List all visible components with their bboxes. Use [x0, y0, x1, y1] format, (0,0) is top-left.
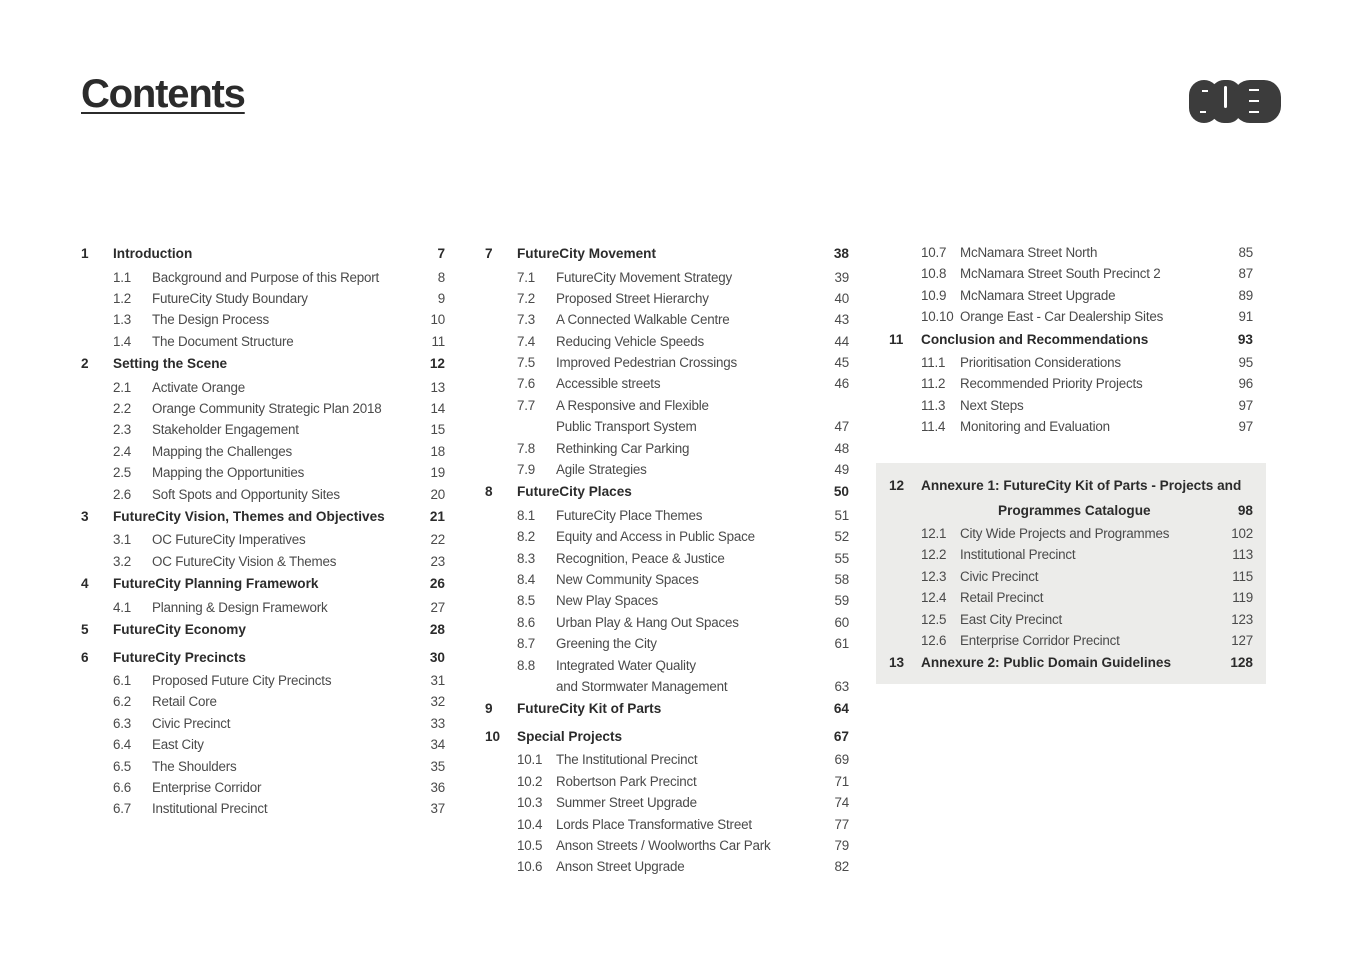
toc-entry-number: 5 [81, 622, 89, 638]
toc-entry-number: 6 [81, 649, 89, 665]
toc-entry-number: 6.4 [113, 737, 132, 753]
toc-subsection-entry[interactable] [81, 798, 445, 819]
toc-entry-page: 67 [833, 728, 849, 744]
toc-entry-title: Conclusion and Recommendations [921, 331, 1149, 347]
toc-entry-title: Robertson Park Precinct [556, 773, 697, 789]
toc-subsection-entry[interactable] [889, 306, 1253, 327]
toc-entry-number: 10.9 [921, 287, 947, 303]
toc-entry-number: 3.1 [113, 532, 132, 548]
toc-entry-page: 23 [430, 553, 445, 569]
toc-entry-number: 7.1 [517, 269, 536, 285]
toc-entry-number: 6.6 [113, 780, 132, 796]
toc-entry-title: Agile Strategies [556, 462, 647, 478]
toc-section-entry[interactable] [485, 242, 849, 267]
toc-entry-title: East City [152, 737, 204, 753]
toc-entry-page: 61 [834, 636, 849, 652]
toc-entry-title: The Institutional Precinct [556, 752, 698, 768]
toc-entry-number: 8.5 [517, 593, 536, 609]
toc-entry-page: 58 [834, 572, 849, 588]
toc-entry-title: Activate Orange [152, 379, 246, 395]
toc-entry-number: 10.4 [517, 816, 543, 832]
toc-entry-page: 51 [834, 507, 849, 523]
toc-entry-title: Lords Place Transformative Street [556, 816, 752, 832]
toc-subsection-entry[interactable] [485, 835, 849, 856]
toc-section-entry[interactable] [81, 572, 445, 597]
toc-subsection-entry[interactable] [81, 597, 445, 618]
toc-entry-number: 8 [485, 484, 493, 500]
toc-entry-number: 8.1 [517, 507, 536, 523]
toc-subsection-entry[interactable] [485, 309, 849, 330]
toc-entry-title: Institutional Precinct [152, 801, 268, 817]
toc-entry-title: Retail Precinct [960, 590, 1044, 606]
toc-entry-title: Background and Purpose of this Report [152, 269, 380, 285]
toc-subsection-entry[interactable] [485, 590, 849, 611]
toc-subsection-entry[interactable] [81, 309, 445, 330]
toc-subsection-entry[interactable] [889, 263, 1253, 284]
toc-entry-page: 36 [430, 780, 445, 796]
toc-entry-number: 1.2 [113, 290, 132, 306]
toc-entry-page: 20 [430, 486, 445, 502]
toc-entry-title: A Responsive and Flexible [556, 397, 709, 413]
toc-subsection-entry[interactable] [81, 529, 445, 550]
toc-subsection-entry[interactable] [485, 459, 849, 480]
toc-entry-number: 6.3 [113, 715, 132, 731]
toc-entry-page: 64 [833, 701, 849, 717]
toc-subsection-entry[interactable] [81, 462, 445, 483]
toc-entry-number: 6.1 [113, 673, 132, 689]
toc-entry-title: Anson Street Upgrade [556, 859, 685, 875]
toc-entry-page: 10 [430, 312, 445, 328]
toc-section-entry[interactable] [81, 646, 445, 671]
toc-subsection-entry[interactable] [485, 438, 849, 459]
toc-entry-page: 113 [1232, 547, 1253, 563]
toc-subsection-entry[interactable] [485, 331, 849, 352]
toc-entry-page: 85 [1238, 245, 1253, 260]
toc-section-entry[interactable] [889, 474, 1253, 499]
toc-entry-page: 63 [834, 679, 849, 695]
toc-entry-number: 7.6 [517, 376, 536, 392]
toc-entry-number: 8.3 [517, 550, 536, 566]
toc-entry-title: FutureCity Precincts [113, 649, 246, 665]
toc-entry-number: 13 [889, 655, 905, 671]
toc-entry-title: Soft Spots and Opportunity Sites [152, 486, 340, 502]
toc-entry-title: Next Steps [960, 397, 1024, 413]
toc-entry-page: 55 [834, 550, 849, 566]
toc-entry-page: 95 [1238, 355, 1253, 371]
toc-entry-number: 4 [81, 576, 89, 592]
toc-entry-number: 10 [485, 728, 501, 744]
toc-entry-number: 8.6 [517, 614, 536, 630]
toc-entry-page: 30 [429, 649, 445, 665]
toc-entry-title: Recommended Priority Projects [960, 376, 1143, 392]
toc-subsection-entry[interactable] [81, 267, 445, 288]
toc-entry-page: 7 [437, 246, 445, 261]
toc-entry-page: 127 [1231, 632, 1253, 648]
toc-subsection-entry[interactable] [485, 352, 849, 373]
toc-entry-page: 31 [430, 673, 445, 689]
toc-section-entry[interactable] [81, 352, 445, 377]
toc-entry-number: 7.5 [517, 355, 536, 371]
toc-section-entry[interactable] [485, 697, 849, 722]
toc-column-2 [485, 242, 849, 878]
toc-subsection-entry[interactable] [889, 352, 1253, 373]
toc-section-entry[interactable] [81, 505, 445, 530]
toc-entry-number: 7.8 [517, 440, 536, 456]
toc-entry-page: 27 [430, 599, 445, 615]
toc-entry-page: 52 [834, 529, 849, 545]
toc-entry-page: 18 [430, 443, 445, 459]
toc-subsection-entry[interactable] [485, 633, 849, 654]
toc-entry-page: 32 [430, 694, 445, 710]
toc-entry-number: 6.5 [113, 758, 132, 774]
toc-entry-number: 7.3 [517, 312, 536, 328]
toc-subsection-entry[interactable] [485, 569, 849, 590]
toc-entry-title: Prioritisation Considerations [960, 355, 1121, 371]
toc-entry-page: 79 [834, 837, 849, 853]
toc-subsection-entry[interactable] [485, 548, 849, 569]
toc-subsection-entry[interactable] [81, 419, 445, 440]
toc-entry-number: 7.4 [517, 333, 536, 349]
toc-entry-title: OC FutureCity Vision & Themes [152, 553, 337, 569]
toc-entry-number: 2.1 [113, 379, 132, 395]
toc-subsection-entry[interactable] [485, 505, 849, 526]
toc-section-entry[interactable] [81, 242, 445, 267]
toc-entry-page: 22 [430, 532, 445, 548]
toc-subsection-entry[interactable] [889, 373, 1253, 394]
toc-entry-title: FutureCity Economy [113, 622, 246, 638]
toc-entry-page: 115 [1232, 568, 1253, 584]
toc-entry-title: Greening the City [556, 636, 657, 652]
toc-subsection-entry[interactable] [81, 331, 445, 352]
toc-entry-page: 50 [833, 484, 849, 500]
toc-entry-title: Programmes Catalogue [998, 502, 1151, 518]
toc-entry-number: 12.3 [921, 568, 947, 584]
toc-entry-title: Enterprise Corridor [152, 780, 262, 796]
toc-entry-number: 2.3 [113, 422, 132, 438]
toc-section-entry[interactable] [485, 480, 849, 505]
toc-entry-title: Improved Pedestrian Crossings [556, 355, 738, 371]
toc-subsection-entry[interactable] [889, 609, 1253, 630]
toc-entry-page: 98 [1237, 502, 1253, 518]
toc-entry-title: Enterprise Corridor Precinct [960, 632, 1120, 648]
toc-entry-number: 3.2 [113, 553, 132, 569]
toc-entry-number: 2.6 [113, 486, 132, 502]
toc-entry-number: 7.7 [517, 397, 536, 413]
toc-entry-page: 69 [834, 752, 849, 768]
toc-entry-title: The Shoulders [152, 758, 237, 774]
toc-subsection-entry[interactable] [81, 713, 445, 734]
toc-entry-page: 123 [1231, 611, 1253, 627]
toc-entry-title: Special Projects [517, 728, 623, 744]
toc-entry-title: and Stormwater Management [556, 679, 728, 695]
toc-section-entry[interactable] [889, 651, 1253, 676]
toc-entry-page: 19 [430, 465, 445, 481]
toc-entry-number: 10.10 [921, 309, 954, 325]
toc-entry-number: 11.1 [921, 355, 946, 371]
toc-entry-page: 97 [1238, 397, 1253, 413]
toc-entry-page: 39 [834, 269, 849, 285]
toc-subsection-entry[interactable] [485, 771, 849, 792]
toc-subsection-entry[interactable] [81, 756, 445, 777]
toc-entry-page: 28 [429, 622, 445, 638]
toc-entry-title: FutureCity Planning Framework [113, 576, 319, 592]
toc-entry-title: Monitoring and Evaluation [960, 419, 1110, 435]
toc-entry-title: Mapping the Opportunities [152, 465, 305, 481]
toc-entry-title: Public Transport System [556, 419, 697, 435]
toc-entry-number: 2 [81, 356, 89, 372]
toc-entry-number: 3 [81, 508, 89, 524]
toc-entry-page: 102 [1231, 526, 1253, 541]
toc-entry-title: Annexure 1: FutureCity Kit of Parts - Projects and [921, 478, 1242, 493]
toc-entry-title: Civic Precinct [960, 568, 1039, 584]
toc-entry-number: 10.8 [921, 266, 947, 282]
toc-entry-title: Equity and Access in Public Space [556, 529, 755, 545]
toc-entry-title: Civic Precinct [152, 715, 231, 731]
toc-entry-number: 12.6 [921, 632, 947, 648]
toc-entry-number: 12.4 [921, 590, 947, 606]
toc-entry-number: 11 [889, 331, 904, 347]
toc-entry-title: The Document Structure [152, 333, 294, 349]
toc-entry-title: Annexure 2: Public Domain Guidelines [921, 655, 1172, 671]
toc-entry-page: 128 [1230, 655, 1253, 671]
toc-subsection-entry[interactable] [889, 566, 1253, 587]
toc-entry-number: 1.1 [113, 269, 132, 285]
toc-subsection-entry[interactable] [81, 398, 445, 419]
toc-entry-number: 6.7 [113, 801, 132, 817]
toc-entry-title: Retail Core [152, 694, 217, 710]
toc-entry-title: Accessible streets [556, 376, 661, 392]
toc-subsection-entry[interactable] [81, 288, 445, 309]
toc-subsection-entry[interactable] [81, 670, 445, 691]
toc-entry-number: 1.4 [113, 333, 132, 349]
toc-entry-page: 97 [1238, 419, 1253, 435]
toc-subsection-entry[interactable] [81, 377, 445, 398]
toc-entry-title: Proposed Future City Precincts [152, 673, 332, 689]
toc-entry-page: 96 [1238, 376, 1253, 392]
toc-entry-number: 8.2 [517, 529, 536, 545]
toc-entry-title: East City Precinct [960, 611, 1063, 627]
page-title: Contents [81, 72, 245, 116]
toc-entry-number: 10.7 [921, 245, 947, 260]
toc-section-entry[interactable] [485, 725, 849, 750]
toc-entry-title: A Connected Walkable Centre [556, 312, 730, 328]
toc-entry-title: McNamara Street North [960, 245, 1098, 260]
toc-entry-title: McNamara Street Upgrade [960, 287, 1116, 303]
toc-section-entry[interactable] [889, 499, 1253, 524]
toc-subsection-entry[interactable] [485, 749, 849, 770]
toc-entry-page: 89 [1238, 287, 1253, 303]
toc-entry-page: 93 [1237, 331, 1253, 347]
toc-entry-page: 48 [834, 440, 849, 456]
toc-subsection-entry[interactable] [889, 587, 1253, 608]
toc-subsection-entry[interactable] [485, 416, 849, 437]
toc-entry-number: 10.6 [517, 859, 543, 875]
toc-entry-page: 77 [834, 816, 849, 832]
toc-entry-page: 35 [430, 758, 445, 774]
toc-entry-page: 8 [437, 269, 445, 285]
toc-entry-title: New Play Spaces [556, 593, 658, 609]
toc-entry-number: 9 [485, 701, 493, 717]
toc-entry-number: 8.7 [517, 636, 536, 652]
toc-entry-page: 44 [834, 333, 849, 349]
toc-entry-title: FutureCity Places [517, 484, 632, 500]
toc-entry-page: 38 [833, 246, 849, 261]
toc-subsection-entry[interactable] [81, 691, 445, 712]
toc-entry-page: 59 [834, 593, 849, 609]
toc-entry-page: 9 [437, 290, 445, 306]
toc-entry-title: Orange East - Car Dealership Sites [960, 309, 1164, 325]
toc-subsection-entry[interactable] [81, 777, 445, 798]
toc-subsection-entry[interactable] [889, 416, 1253, 437]
toc-entry-number: 1 [81, 246, 89, 261]
toc-entry-page: 26 [429, 576, 445, 592]
toc-entry-page: 60 [834, 614, 849, 630]
toc-entry-page: 49 [834, 462, 849, 478]
toc-entry-title: Recognition, Peace & Justice [556, 550, 725, 566]
toc-entry-number: 12.5 [921, 611, 947, 627]
toc-entry-number: 11.4 [921, 419, 946, 435]
toc-subsection-entry[interactable] [485, 612, 849, 633]
toc-entry-page: 40 [834, 290, 849, 306]
toc-entry-number: 7.2 [517, 290, 536, 306]
toc-subsection-entry[interactable] [889, 544, 1253, 565]
toc-entry-title: Setting the Scene [113, 356, 228, 372]
toc-entry-number: 6.2 [113, 694, 132, 710]
toc-entry-title: Integrated Water Quality [556, 657, 696, 673]
toc-subsection-entry[interactable] [485, 655, 849, 676]
toc-entry-title: Anson Streets / Woolworths Car Park [556, 837, 771, 853]
toc-entry-title: FutureCity Movement Strategy [556, 269, 732, 285]
toc-entry-page: 21 [429, 508, 445, 524]
toc-entry-number: 1.3 [113, 312, 132, 328]
toc-entry-number: 4.1 [113, 599, 132, 615]
toc-entry-page: 47 [834, 419, 849, 435]
toc-entry-page: 82 [834, 859, 849, 875]
toc-entry-title: OC FutureCity Imperatives [152, 532, 306, 548]
toc-entry-page: 34 [430, 737, 445, 753]
toc-entry-title: Stakeholder Engagement [152, 422, 299, 438]
toc-entry-title: FutureCity Study Boundary [152, 290, 308, 306]
toc-column-1 [81, 242, 445, 820]
toc-entry-number: 10.3 [517, 795, 543, 811]
toc-entry-page: 74 [834, 795, 849, 811]
toc-subsection-entry[interactable] [81, 484, 445, 505]
toc-entry-title: Planning & Design Framework [152, 599, 328, 615]
annexure-list [889, 474, 1253, 676]
toc-entry-number: 2.4 [113, 443, 132, 459]
toc-subsection-entry[interactable] [889, 523, 1253, 544]
toc-entry-number: 10.1 [517, 752, 543, 768]
toc-entry-title: Summer Street Upgrade [556, 795, 697, 811]
toc-entry-page: 11 [431, 333, 445, 349]
toc-section-entry[interactable] [889, 328, 1253, 353]
toc-entry-page: 37 [430, 801, 445, 817]
toc-entry-number: 7.9 [517, 462, 536, 478]
toc-entry-number: 11.2 [921, 376, 946, 392]
toc-entry-page: 45 [834, 355, 849, 371]
toc-entry-title: The Design Process [152, 312, 269, 328]
toc-subsection-entry[interactable] [889, 242, 1253, 263]
toc-entry-number: 12.2 [921, 547, 947, 563]
toc-entry-title: Proposed Street Hierarchy [556, 290, 709, 306]
toc-entry-number: 8.8 [517, 657, 536, 673]
toc-subsection-entry[interactable] [81, 734, 445, 755]
toc-subsection-entry[interactable] [485, 792, 849, 813]
toc-entry-title: New Community Spaces [556, 572, 699, 588]
toc-entry-page: 46 [834, 376, 849, 392]
toc-entry-number: 12.1 [921, 526, 947, 541]
toc-entry-page: 71 [834, 773, 849, 789]
toc-entry-page: 43 [834, 312, 849, 328]
toc-entry-title: FutureCity Place Themes [556, 507, 703, 523]
toc-entry-title: FutureCity Kit of Parts [517, 701, 662, 717]
toc-subsection-entry[interactable] [485, 856, 849, 877]
sjb-logo-icon [1189, 80, 1281, 123]
toc-column-3 [889, 242, 1253, 438]
toc-subsection-entry[interactable] [81, 551, 445, 572]
toc-entry-title: McNamara Street South Precinct 2 [960, 266, 1161, 282]
toc-entry-page: 14 [430, 400, 445, 416]
toc-subsection-entry[interactable] [485, 395, 849, 416]
toc-entry-page: 91 [1238, 309, 1253, 325]
toc-entry-title: Mapping the Challenges [152, 443, 293, 459]
toc-entry-number: 10.2 [517, 773, 543, 789]
toc-entry-number: 2.5 [113, 465, 132, 481]
toc-subsection-entry[interactable] [485, 526, 849, 547]
toc-subsection-entry[interactable] [485, 288, 849, 309]
toc-entry-title: Orange Community Strategic Plan 2018 [152, 400, 382, 416]
toc-entry-number: 10.5 [517, 837, 543, 853]
toc-entry-number: 8.4 [517, 572, 536, 588]
toc-entry-title: Urban Play & Hang Out Spaces [556, 614, 739, 630]
toc-entry-title: Reducing Vehicle Speeds [556, 333, 705, 349]
toc-entry-page: 12 [429, 356, 445, 372]
toc-entry-number: 7 [485, 246, 493, 261]
toc-section-entry[interactable] [81, 618, 445, 643]
toc-subsection-entry[interactable] [81, 441, 445, 462]
toc-entry-number: 2.2 [113, 400, 132, 416]
toc-subsection-entry[interactable] [485, 676, 849, 697]
toc-entry-number: 12 [889, 478, 905, 493]
toc-subsection-entry[interactable] [485, 373, 849, 394]
toc-entry-page: 119 [1232, 590, 1253, 606]
toc-entry-title: Introduction [113, 246, 193, 261]
toc-entry-page: 13 [430, 379, 445, 395]
toc-entry-title: Rethinking Car Parking [556, 440, 690, 456]
toc-entry-page: 87 [1238, 266, 1253, 282]
toc-entry-title: FutureCity Movement [517, 246, 656, 261]
toc-entry-title: Institutional Precinct [960, 547, 1076, 563]
toc-entry-page: 15 [430, 422, 445, 438]
toc-subsection-entry[interactable] [889, 285, 1253, 306]
toc-entry-title: FutureCity Vision, Themes and Objectives [113, 508, 385, 524]
toc-entry-page: 33 [430, 715, 445, 731]
toc-entry-title: City Wide Projects and Programmes [960, 526, 1170, 541]
toc-subsection-entry[interactable] [889, 395, 1253, 416]
toc-entry-number: 11.3 [921, 397, 946, 413]
toc-subsection-entry[interactable] [485, 814, 849, 835]
toc-subsection-entry[interactable] [485, 267, 849, 288]
toc-subsection-entry[interactable] [889, 630, 1253, 651]
